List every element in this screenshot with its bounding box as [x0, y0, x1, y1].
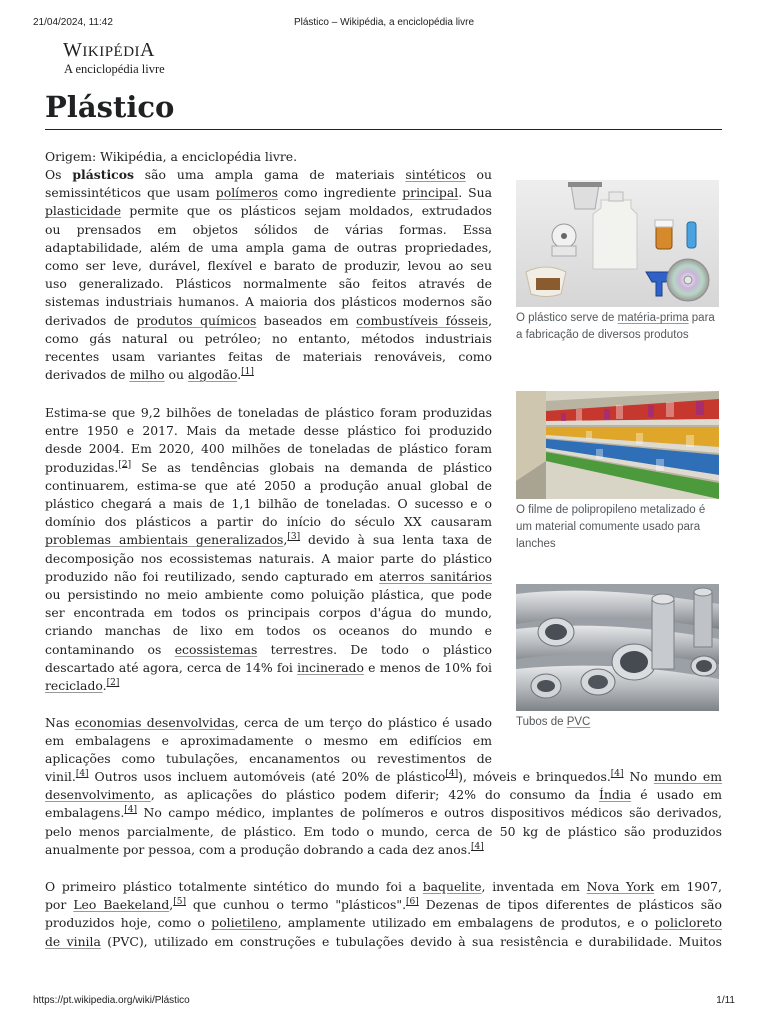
- link-aterros-sanitarios[interactable]: aterros sanitários: [379, 568, 492, 584]
- link-de-vinila[interactable]: de vinila: [45, 933, 101, 949]
- term-bold: plásticos: [72, 167, 134, 182]
- link-leo-baekeland[interactable]: Leo Baekeland: [73, 897, 170, 913]
- link-nova-york[interactable]: Nova York: [586, 879, 655, 894]
- link-desenvolvimento[interactable]: desenvolvimento: [45, 787, 151, 803]
- page-title: Plástico: [45, 90, 175, 124]
- link-policloreto[interactable]: policloreto: [654, 915, 722, 931]
- reference-link[interactable]: [5]: [173, 897, 186, 908]
- reference-link[interactable]: [4]: [124, 805, 138, 816]
- plastic-products-image[interactable]: [516, 180, 719, 307]
- link-baquelite[interactable]: baquelite: [422, 879, 482, 894]
- link-pvc[interactable]: PVC: [566, 716, 591, 728]
- logo-tagline: A enciclopédia livre: [64, 62, 165, 76]
- print-page-title: Plástico – Wikipédia, a enciclopédia livre: [293, 17, 475, 28]
- reference-link[interactable]: [1]: [241, 367, 254, 378]
- logo-wordmark: WIKIPÉDIA: [63, 39, 155, 61]
- paragraph-uses-continued: vinil.[4] Outros usos incluem automóveis (até 20% de plástico[4]), móveis e brinquedos.[4] No mundo em desenvolvimento, as aplicações do plástico podem diferir; 42% do consumo da Índia é usado em embalagens.[4] No campo médico, implantes de polímeros e outros dispositivos médicos são derivados, pelo menos parcialmente, de plástico. Em todo o mundo, cerca de 50 kg de plástico são produzidos anualmente por pessoa, com a produção dobrando a cada dez anos.[4]: [45, 768, 722, 857]
- link-algodao[interactable]: algodão: [187, 367, 238, 383]
- reference-link[interactable]: [4]: [445, 768, 459, 779]
- link-economias-desenvolvidas[interactable]: economias desenvolvidas: [74, 715, 235, 730]
- reference-link[interactable]: [4]: [610, 768, 624, 779]
- reference-link[interactable]: [4]: [471, 841, 484, 852]
- print-page-number: 1/11: [716, 995, 735, 1006]
- reference-link[interactable]: [2]: [118, 459, 132, 470]
- paragraph-history: O primeiro plástico totalmente sintético do mundo foi a baquelite, inventada em Nova York em 1907, por Leo Baekeland,[5] que cunhou o termo "plásticos".[6] Dezenas de tipos diferentes de plásticos são produzidos hoje, como o polietileno, amplamente utilizado em embalagens de produtos, e o policloreto de vinila (PVC), utilizado em construções e tubulações devido à sua resistência e durabilidade. Muitos: [45, 879, 722, 949]
- figure-plastic-products: [516, 180, 719, 344]
- print-datetime: 21/04/2024, 11:42: [33, 17, 113, 28]
- link-combustiveis-fosseis[interactable]: combustíveis fósseis: [356, 312, 489, 328]
- link-incinerado[interactable]: incinerado: [297, 659, 364, 675]
- figure-caption: Tubos de PVC: [516, 716, 591, 728]
- link-polimeros[interactable]: polímeros: [215, 185, 278, 201]
- wikipedia-logo[interactable]: [63, 40, 183, 77]
- figure-pvc-pipes: [516, 584, 719, 731]
- figure-caption: O plástico serve de matéria-prima para a fabricação de diversos produtos: [516, 312, 715, 341]
- title-divider: [45, 129, 722, 130]
- print-footer: [0, 995, 768, 1009]
- link-polietileno[interactable]: polietileno: [211, 915, 278, 931]
- figure-snack-aisle: [516, 391, 719, 553]
- paragraph-production: Estima-se que 9,2 bilhões de toneladas de plástico foram produzidas entre 1950 e 2017. Mais da metade desse plástico foi produzido desde 2004. Em 2020, 400 milhões de toneladas de plástico foram produzidas.[2] Se as tendências globais na demanda de plástico continuarem, estima-se que até 2050 a produção anual global de plástico chegará a mais de 1,1 bilhão de toneladas. O sucesso e o domínio dos plásticos a partir do início do século XX causaram problemas ambientais generalizados,[3] devido à sua lenta taxa de decomposição nos ecossistemas naturais. A maior parte do plástico produzido não foi reutilizado, sendo capturado em aterros sanitários ou persistindo no meio ambiente como poluição plástica, que pode ser encontrada em todos os principais corpos d'água do mundo, criando manchas de lixo em todos os oceanos do mundo e contaminando os ecossistemas terrestres. De todo o plástico descartado até agora, cerca de 14% foi incinerado e menos de 10% foi reciclado.[2]: [45, 405, 492, 694]
- origin-note: Origem: Wikipédia, a enciclopédia livre.: [45, 149, 298, 164]
- link-produtos-quimicos[interactable]: produtos químicos: [136, 312, 257, 328]
- print-header: [0, 17, 768, 31]
- link-problemas-ambientais[interactable]: problemas ambientais generalizados: [45, 532, 284, 548]
- link-plasticidade[interactable]: plasticidade: [45, 203, 122, 219]
- paragraph-intro: Os plásticos são uma ampla gama de materiais sintéticos ou semissintéticos que usam polímeros como ingrediente principal. Sua plasticidade permite que os plásticos sejam moldados, extrudados ou prensados em objetos sólidos de várias formas. Essa adaptabilidade, além de uma ampla gama de outras propriedades, como ser leve, durável, flexível e barato de produzir, levou ao seu uso generalizado. Plásticos normalmente são feitos através de sistemas industriais humanos. A maioria dos plásticos modernos são derivados de produtos químicos baseados em combustíveis fósseis, como gás natural ou petróleo; no entanto, métodos industriais recentes usam variantes feitas de materiais renováveis, como derivados de milho ou algodão.[1]: [45, 167, 493, 383]
- print-url: https://pt.wikipedia.org/wiki/Plástico: [33, 995, 190, 1006]
- link-reciclado[interactable]: reciclado: [45, 678, 103, 694]
- snack-aisle-image[interactable]: [516, 391, 719, 499]
- reference-link[interactable]: [4]: [75, 768, 89, 779]
- figure-caption: O filme de polipropileno metalizado é um material comumente usado para lanches: [516, 504, 706, 550]
- link-ecossistemas[interactable]: ecossistemas: [174, 641, 258, 657]
- reference-link[interactable]: [3]: [287, 532, 301, 543]
- link-milho[interactable]: milho: [129, 367, 165, 383]
- link-principal[interactable]: principal: [402, 185, 459, 201]
- link-materia-prima[interactable]: matéria-prima: [617, 312, 689, 324]
- paragraph-uses: Nas economias desenvolvidas, cerca de um terço do plástico é usado em embalagens e aproximadamente o mesmo em edifícios em aplicações como tubulações, encanamentos ou revestimentos de: [45, 715, 492, 767]
- link-sinteticos[interactable]: sintéticos: [405, 167, 466, 182]
- pvc-pipes-image[interactable]: [516, 584, 719, 711]
- reference-link[interactable]: [6]: [406, 897, 419, 908]
- reference-link[interactable]: [2]: [106, 677, 120, 688]
- link-mundo-em-desenvolvimento[interactable]: mundo em: [653, 769, 722, 784]
- link-india[interactable]: Índia: [598, 787, 632, 803]
